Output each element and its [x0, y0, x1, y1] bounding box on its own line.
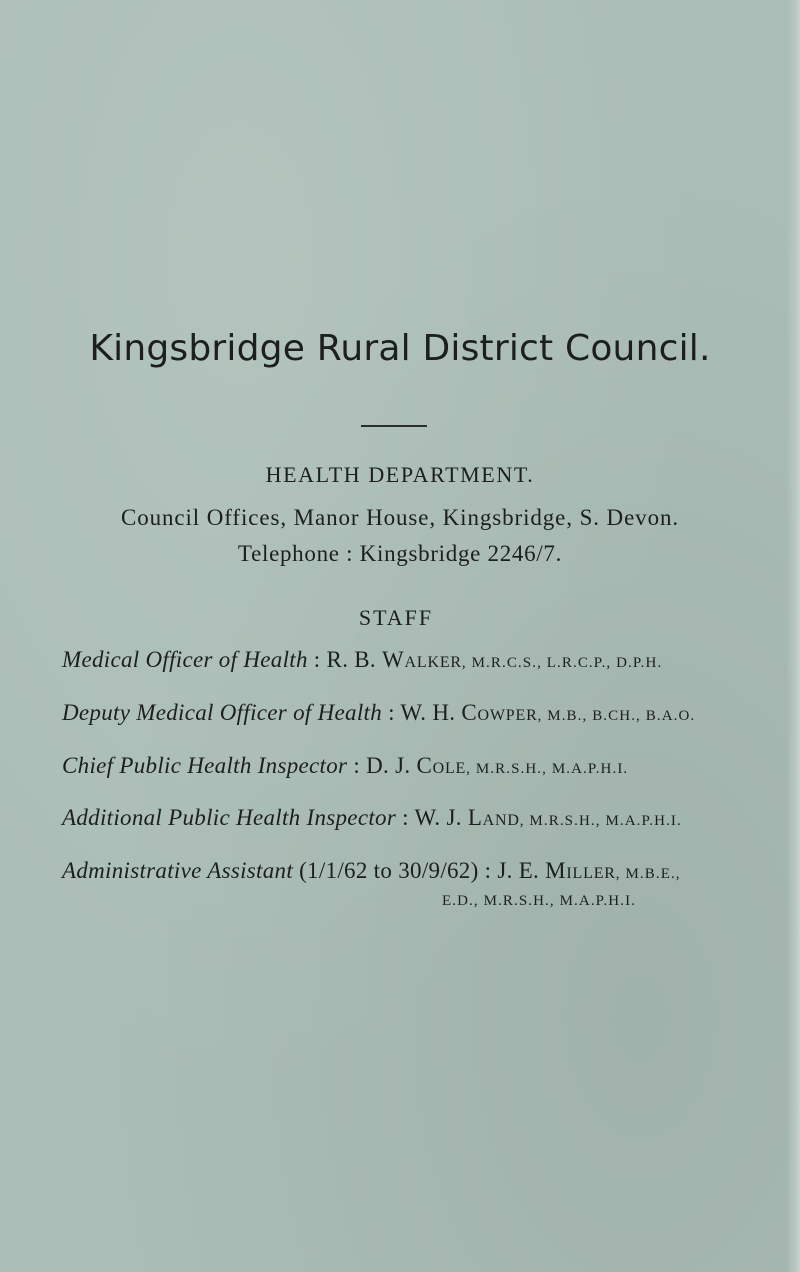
- staff-surname: Miller: [545, 858, 616, 883]
- staff-role: Chief Public Health Inspector: [62, 753, 348, 778]
- staff-heading: STAFF: [358, 605, 434, 630]
- staff-separator: :: [347, 753, 367, 778]
- staff-surname: Cowper: [461, 700, 538, 725]
- staff-initials: D. J.: [366, 753, 417, 778]
- staff-surname: Land: [467, 805, 520, 830]
- staff-role: Additional Public Health Inspector: [62, 805, 397, 830]
- staff-initials: W. H.: [400, 700, 462, 725]
- office-address: Council Offices, Manor House, Kingsbridge, S. Devon.: [120, 505, 680, 530]
- staff-entry-medical-officer: [62, 647, 782, 673]
- staff-role: Medical Officer of Health: [62, 647, 308, 672]
- staff-role: Deputy Medical Officer of Health: [62, 700, 383, 725]
- staff-qualifications: , M.R.S.H., M.A.P.H.I.: [519, 813, 682, 829]
- page-edge: [786, 0, 800, 1272]
- staff-qualifications: , M.B., B.CH., B.A.O.: [537, 708, 696, 724]
- staff-surname: Walker: [382, 647, 462, 672]
- staff-separator: :: [396, 805, 415, 830]
- council-title: Kingsbridge Rural District Council.: [89, 328, 711, 369]
- staff-entry-deputy-medical-officer: [62, 700, 782, 726]
- staff-entry-administrative-assistant: [62, 858, 782, 884]
- staff-entry-chief-inspector: [62, 753, 782, 779]
- staff-qualifications: , M.B.E.,: [615, 866, 681, 882]
- staff-period: (1/1/62 to 30/9/62) :: [293, 858, 498, 883]
- staff-qualifications-continued: E.D., M.R.S.H., M.A.P.H.I.: [442, 893, 637, 909]
- staff-separator: :: [307, 647, 327, 672]
- staff-qualifications: , M.R.C.S., L.R.C.P., D.P.H.: [461, 655, 663, 671]
- department-heading: HEALTH DEPARTMENT.: [265, 462, 535, 487]
- staff-initials: J. E.: [497, 858, 546, 883]
- staff-separator: :: [382, 700, 401, 725]
- staff-role: Administrative Assistant: [62, 858, 294, 883]
- staff-qualifications: , M.R.S.H., M.A.P.H.I.: [466, 761, 629, 777]
- telephone-line: Telephone : Kingsbridge 2246/7.: [237, 541, 563, 566]
- staff-initials: W. J.: [414, 805, 468, 830]
- staff-surname: Cole: [416, 753, 467, 778]
- staff-entry-additional-inspector: [62, 805, 782, 831]
- title-divider: [361, 425, 427, 427]
- staff-initials: R. B.: [326, 647, 383, 672]
